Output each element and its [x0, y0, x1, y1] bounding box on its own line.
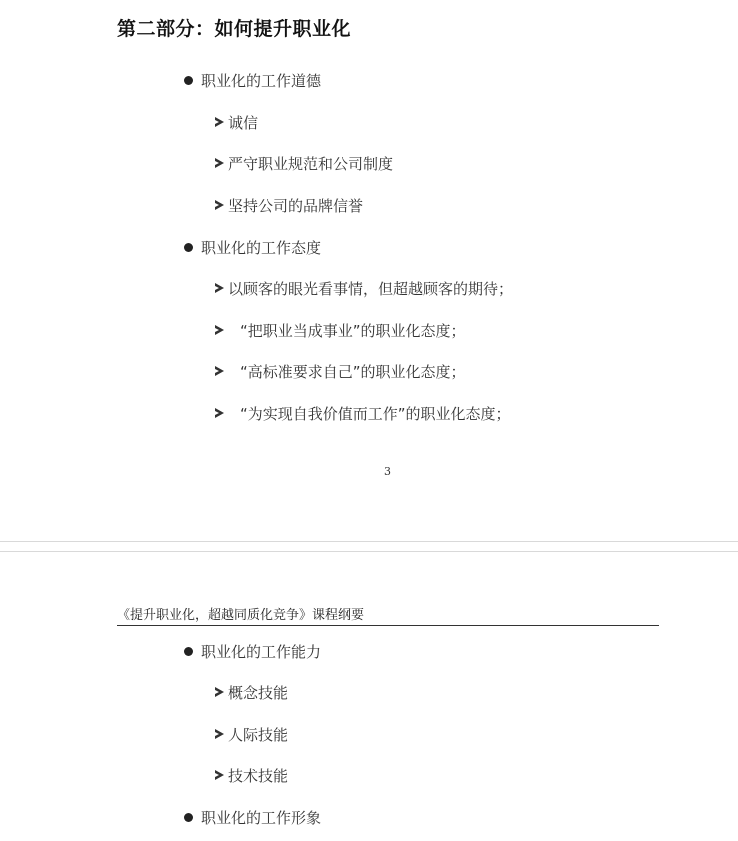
sub-item-customer-view: [215, 278, 513, 299]
sub-item-label: 技术技能: [228, 767, 289, 785]
page-separator: [0, 541, 738, 552]
arrow-bullet-icon: [215, 158, 224, 168]
sub-item-career: [215, 320, 466, 341]
arrow-bullet-icon: [215, 117, 224, 127]
sub-item-label: 以顾客的眼光看事情，但超越顾客的期待；: [228, 280, 514, 298]
bullet-work-attitude: [184, 237, 321, 258]
bullet-work-ability: [184, 641, 321, 662]
bullet-dot-icon: [184, 647, 193, 656]
sub-item-label: 人际技能: [228, 726, 289, 744]
bullet-dot-icon: [184, 813, 193, 822]
sub-item-label: “高标准要求自己”的职业化态度；: [240, 363, 466, 381]
arrow-bullet-icon: [215, 770, 224, 780]
bullet-label: 职业化的工作能力: [201, 643, 322, 661]
bullet-label: 职业化的工作形象: [201, 809, 322, 827]
bullet-work-ethics: [184, 70, 321, 91]
sub-item-conceptual: [215, 682, 288, 703]
arrow-bullet-icon: [215, 325, 224, 335]
arrow-bullet-icon: [215, 408, 224, 418]
arrow-bullet-icon: [215, 687, 224, 697]
arrow-bullet-icon: [215, 366, 224, 376]
arrow-bullet-icon: [215, 729, 224, 739]
sub-item-label: “为实现自我价值而工作”的职业化态度；: [240, 405, 511, 423]
sub-item-label: “把职业当成事业”的职业化态度；: [240, 322, 466, 340]
arrow-bullet-icon: [215, 200, 224, 210]
sub-item-brand: [215, 195, 363, 216]
sub-item-high-standard: [215, 361, 466, 382]
sub-item-norms: [215, 153, 393, 174]
sub-item-technical: [215, 765, 288, 786]
sub-item-interpersonal: [215, 724, 288, 745]
bullet-label: 职业化的工作态度: [201, 239, 322, 257]
bullet-dot-icon: [184, 243, 193, 252]
sub-item-self-value: [215, 403, 511, 424]
bullet-work-image: [184, 807, 321, 828]
sub-item-label: 概念技能: [228, 684, 289, 702]
bullet-dot-icon: [184, 76, 193, 85]
sub-item-label: 坚持公司的品牌信誉: [228, 197, 364, 215]
page-number: 3: [384, 465, 391, 478]
sub-item-integrity: [215, 112, 258, 133]
bullet-label: 职业化的工作道德: [201, 72, 322, 90]
sub-item-label: 诚信: [228, 114, 259, 132]
document-page-4: [0, 552, 738, 841]
sub-item-label: 严守职业规范和公司制度: [228, 155, 394, 173]
running-header: 《提升职业化，超越同质化竞争》课程纲要: [117, 604, 659, 626]
section-title: 第二部分：如何提升职业化: [117, 18, 352, 40]
arrow-bullet-icon: [215, 283, 224, 293]
